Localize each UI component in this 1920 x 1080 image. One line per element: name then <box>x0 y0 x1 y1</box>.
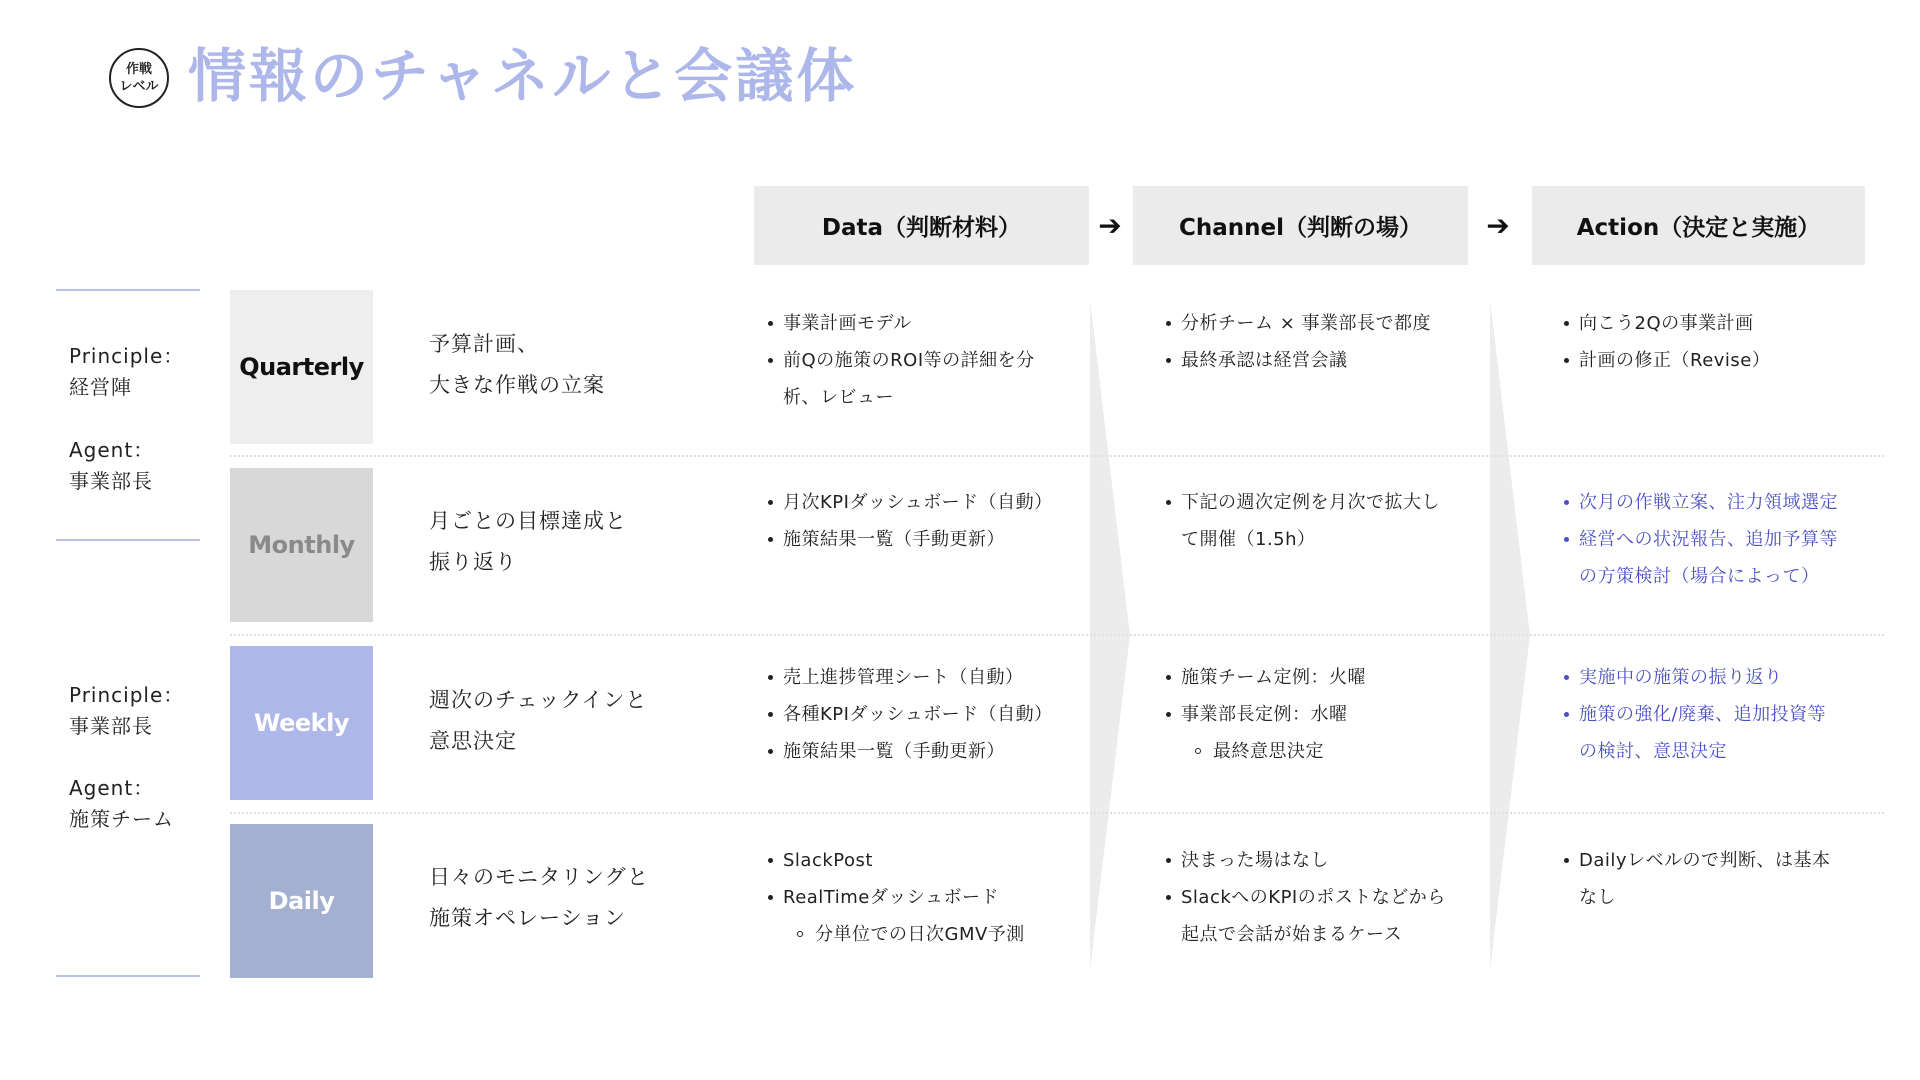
level-description: 月ごとの目標達成と 振り返り <box>429 509 627 574</box>
bullet-item: 向こう2Qの事業計画 <box>1561 305 1770 342</box>
group-divider <box>56 289 200 291</box>
channel-cell <box>1163 659 1366 770</box>
level-box-monthly: Monthly <box>230 468 373 622</box>
agent-label: Agent： <box>69 776 155 800</box>
operation-level-badge: 作戦 レベル <box>109 48 169 108</box>
bullet-item: 施策の強化/廃棄、追加投資等 <box>1561 696 1826 733</box>
row-divider <box>230 634 1884 636</box>
bullet-item: 計画の修正（Revise） <box>1561 342 1770 379</box>
arrow-right-icon: ➔ <box>1486 209 1510 242</box>
bullet-item: 起点で会話が始まるケース <box>1181 924 1403 945</box>
level-description: 予算計画、 大きな作戦の立案 <box>429 332 605 397</box>
level-box-quarterly: Quarterly <box>230 290 373 444</box>
group-divider <box>56 975 200 977</box>
bullet-item: 施策結果一覧（手動更新） <box>765 521 1053 558</box>
bullet-item: の検討、意思決定 <box>1579 741 1727 762</box>
bullet-item: 経営への状況報告、追加予算等 <box>1561 521 1838 558</box>
bullet-item: 施策チーム定例：火曜 <box>1163 659 1366 696</box>
bullet-item: 最終意思決定 <box>1163 733 1366 770</box>
bullet-item: 分単位での日次GMV予測 <box>765 916 1025 953</box>
action-cell <box>1561 484 1838 595</box>
bullet-item: 事業部長定例：水曜 <box>1163 696 1366 733</box>
group-divider <box>56 539 200 541</box>
arrow-right-icon: ➔ <box>1098 209 1122 242</box>
agent-value: 事業部長 <box>69 469 153 493</box>
bullet-item: 各種KPIダッシュボード（自動） <box>765 696 1053 733</box>
page-title: 情報のチャネルと会議体 <box>188 42 858 110</box>
bullet-item: 前Qの施策のROI等の詳細を分 <box>765 342 1035 379</box>
principle-label: Principle： <box>69 683 185 707</box>
bullet-item: RealTimeダッシュボード <box>765 879 1025 916</box>
bullet-item: 最終承認は経営会議 <box>1163 342 1431 379</box>
bullet-item: て開催（1.5h） <box>1181 529 1316 550</box>
bullet-item: 月次KPIダッシュボード（自動） <box>765 484 1053 521</box>
bullet-item: 次月の作戦立案、注力領域選定 <box>1561 484 1838 521</box>
principle-value: 経営陣 <box>69 375 132 399</box>
row-divider <box>230 455 1884 457</box>
data-cell <box>765 659 1053 770</box>
principle-label: Principle： <box>69 344 185 368</box>
bullet-item: 実施中の施策の振り返り <box>1561 659 1826 696</box>
level-description: 週次のチェックインと 意思決定 <box>429 688 648 753</box>
column-header-action: Action（決定と実施） <box>1532 186 1865 265</box>
bullet-item: SlackPost <box>765 842 1025 879</box>
channel-cell <box>1163 305 1431 379</box>
action-cell <box>1561 659 1826 770</box>
bullet-item: の方策検討（場合によって） <box>1579 566 1820 587</box>
principle-value: 事業部長 <box>69 714 153 738</box>
bullet-item: 売上進捗管理シート（自動） <box>765 659 1053 696</box>
data-cell <box>765 484 1053 558</box>
bullet-item: 事業計画モデル <box>765 305 1035 342</box>
bullet-item: 分析チーム × 事業部長で都度 <box>1163 305 1431 342</box>
agent-label: Agent： <box>69 438 155 462</box>
column-header-data: Data（判断材料） <box>754 186 1089 265</box>
bullet-item: 施策結果一覧（手動更新） <box>765 733 1053 770</box>
channel-cell <box>1163 484 1440 558</box>
bullet-item: 下記の週次定例を月次で拡大し <box>1163 484 1440 521</box>
level-box-weekly: Weekly <box>230 646 373 800</box>
data-cell <box>765 305 1035 416</box>
action-cell <box>1561 842 1831 916</box>
level-box-daily: Daily <box>230 824 373 978</box>
agent-value: 施策チーム <box>69 807 174 831</box>
bullet-item: 決まった場はなし <box>1163 842 1446 879</box>
row-divider <box>230 812 1884 814</box>
column-header-channel: Channel（判断の場） <box>1133 186 1468 265</box>
bullet-item: SlackへのKPIのポストなどから <box>1163 879 1446 916</box>
data-cell <box>765 842 1025 953</box>
bullet-item: 析、レビュー <box>783 387 894 408</box>
channel-cell <box>1163 842 1446 953</box>
level-description: 日々のモニタリングと 施策オペレーション <box>429 865 649 930</box>
action-cell <box>1561 305 1770 379</box>
bullet-item: なし <box>1579 887 1616 908</box>
bullet-item: Dailyレベルので判断、は基本 <box>1561 842 1831 879</box>
